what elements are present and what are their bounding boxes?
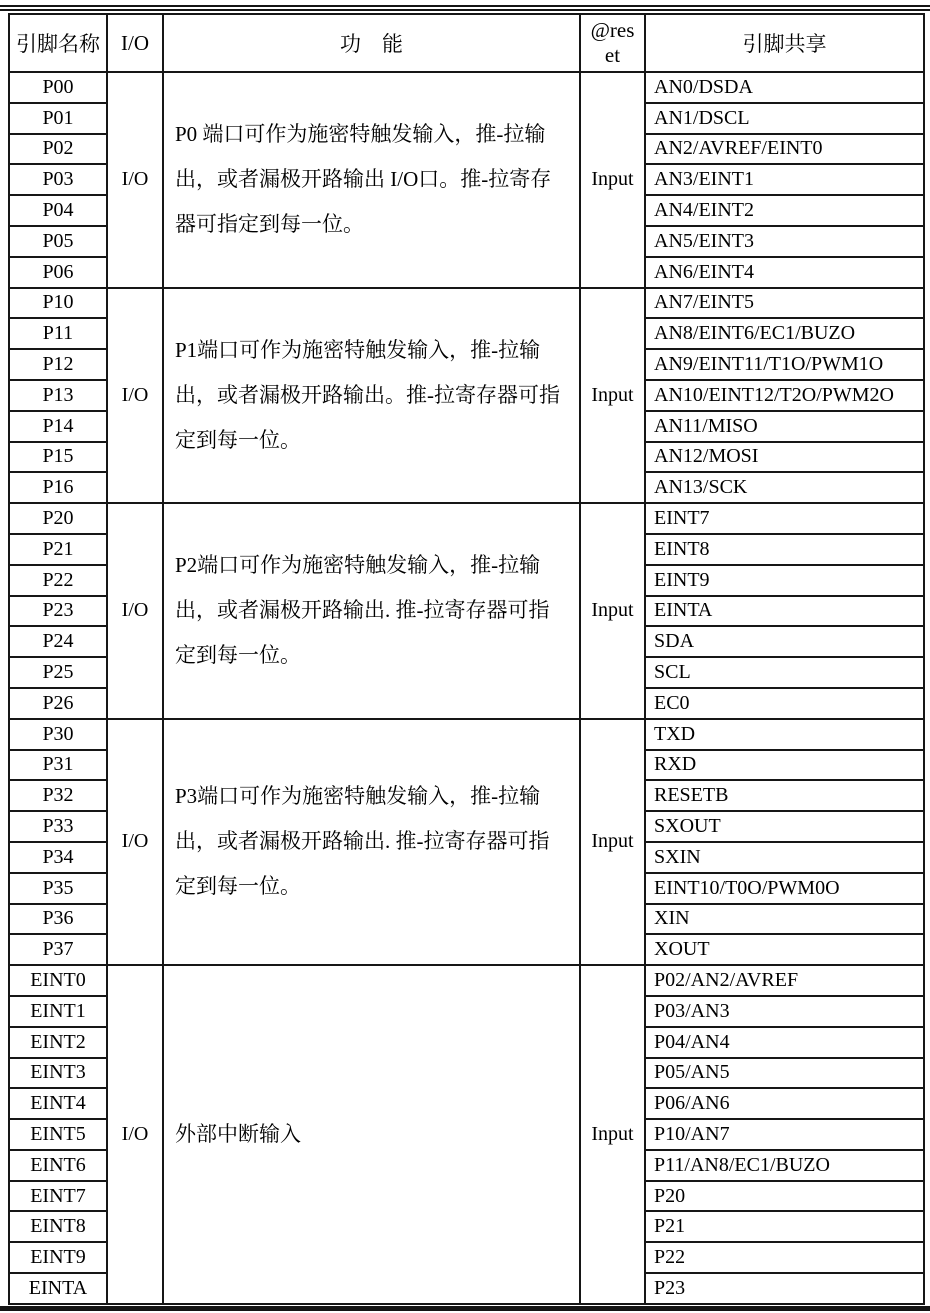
column-header-io: I/O bbox=[107, 14, 163, 72]
shared-pin-cell: P05/AN5 bbox=[645, 1058, 924, 1089]
pin-table-body bbox=[9, 72, 924, 1304]
bottom-thick-rule bbox=[0, 1306, 930, 1311]
pin-name-cell: P20 bbox=[9, 503, 107, 534]
pin-name-cell: P01 bbox=[9, 103, 107, 134]
pin-name-cell: P03 bbox=[9, 164, 107, 195]
shared-pin-cell: EINT10/T0O/PWM0O bbox=[645, 873, 924, 904]
shared-pin-cell: AN5/EINT3 bbox=[645, 226, 924, 257]
pin-name-cell: P06 bbox=[9, 257, 107, 288]
pin-name-cell: P37 bbox=[9, 934, 107, 965]
pin-name-cell: EINT9 bbox=[9, 1242, 107, 1273]
shared-pin-cell: AN3/EINT1 bbox=[645, 164, 924, 195]
pin-name-cell: EINT6 bbox=[9, 1150, 107, 1181]
pin-name-cell: P10 bbox=[9, 288, 107, 319]
pin-name-cell: P14 bbox=[9, 411, 107, 442]
pin-name-cell: EINT3 bbox=[9, 1058, 107, 1089]
pin-name-cell: EINTA bbox=[9, 1273, 107, 1304]
shared-pin-cell: P23 bbox=[645, 1273, 924, 1304]
shared-pin-cell: EINT7 bbox=[645, 503, 924, 534]
column-header-function: 功 能 bbox=[163, 14, 580, 72]
column-header-pin-name: 引脚名称 bbox=[9, 14, 107, 72]
shared-pin-cell: P06/AN6 bbox=[645, 1088, 924, 1119]
io-type-cell: I/O bbox=[107, 719, 163, 965]
shared-pin-cell: RESETB bbox=[645, 780, 924, 811]
io-type-cell: I/O bbox=[107, 288, 163, 504]
pin-name-cell: EINT4 bbox=[9, 1088, 107, 1119]
shared-pin-cell: P02/AN2/AVREF bbox=[645, 965, 924, 996]
table-row bbox=[9, 719, 924, 750]
shared-pin-cell: P21 bbox=[645, 1211, 924, 1242]
pin-name-cell: P30 bbox=[9, 719, 107, 750]
io-type-cell: I/O bbox=[107, 72, 163, 288]
column-header-reset bbox=[580, 14, 645, 72]
function-description-cell: P2端口可作为施密特触发输入，推-拉输出，或者漏极开路输出. 推-拉寄存器可指定到每一位。 bbox=[163, 503, 580, 719]
shared-pin-cell: EINT8 bbox=[645, 534, 924, 565]
pin-name-cell: P16 bbox=[9, 472, 107, 503]
shared-pin-cell: AN4/EINT2 bbox=[645, 195, 924, 226]
column-header-pin-shared: 引脚共享 bbox=[645, 14, 924, 72]
pin-name-cell: P36 bbox=[9, 904, 107, 935]
pin-name-cell: P21 bbox=[9, 534, 107, 565]
shared-pin-cell: AN1/DSCL bbox=[645, 103, 924, 134]
shared-pin-cell: AN8/EINT6/EC1/BUZO bbox=[645, 318, 924, 349]
shared-pin-cell: RXD bbox=[645, 750, 924, 781]
pin-name-cell: EINT5 bbox=[9, 1119, 107, 1150]
pin-name-cell: EINT0 bbox=[9, 965, 107, 996]
pin-name-cell: P22 bbox=[9, 565, 107, 596]
shared-pin-cell: AN7/EINT5 bbox=[645, 288, 924, 319]
shared-pin-cell: XOUT bbox=[645, 934, 924, 965]
shared-pin-cell: EC0 bbox=[645, 688, 924, 719]
pin-name-cell: P33 bbox=[9, 811, 107, 842]
shared-pin-cell: P11/AN8/EC1/BUZO bbox=[645, 1150, 924, 1181]
pin-name-cell: EINT7 bbox=[9, 1181, 107, 1212]
reset-state-cell: Input bbox=[580, 503, 645, 719]
function-description-cell: P3端口可作为施密特触发输入，推-拉输出，或者漏极开路输出. 推-拉寄存器可指定到每一位。 bbox=[163, 719, 580, 965]
pin-name-cell: P25 bbox=[9, 657, 107, 688]
table-row bbox=[9, 503, 924, 534]
column-header-reset-line2: et bbox=[604, 43, 621, 67]
pin-name-cell: P02 bbox=[9, 134, 107, 165]
reset-state-cell: Input bbox=[580, 288, 645, 504]
function-description-cell: P0 端口可作为施密特触发输入，推-拉输出，或者漏极开路输出 I/O口。推-拉寄存器可指定到每一位。 bbox=[163, 72, 580, 288]
shared-pin-cell: AN11/MISO bbox=[645, 411, 924, 442]
shared-pin-cell: AN13/SCK bbox=[645, 472, 924, 503]
shared-pin-cell: P20 bbox=[645, 1181, 924, 1212]
table-row bbox=[9, 965, 924, 996]
top-double-rule bbox=[0, 5, 930, 11]
pin-description-table bbox=[8, 13, 925, 1305]
pin-name-cell: P24 bbox=[9, 626, 107, 657]
pin-name-cell: P34 bbox=[9, 842, 107, 873]
pin-name-cell: P13 bbox=[9, 380, 107, 411]
pin-name-cell: P00 bbox=[9, 72, 107, 103]
shared-pin-cell: AN2/AVREF/EINT0 bbox=[645, 134, 924, 165]
pin-name-cell: P35 bbox=[9, 873, 107, 904]
pin-name-cell: P26 bbox=[9, 688, 107, 719]
shared-pin-cell: P03/AN3 bbox=[645, 996, 924, 1027]
shared-pin-cell: SDA bbox=[645, 626, 924, 657]
pin-name-cell: P23 bbox=[9, 596, 107, 627]
shared-pin-cell: AN9/EINT11/T1O/PWM1O bbox=[645, 349, 924, 380]
table-header bbox=[9, 14, 924, 72]
pin-name-cell: EINT2 bbox=[9, 1027, 107, 1058]
pin-name-cell: P04 bbox=[9, 195, 107, 226]
io-type-cell: I/O bbox=[107, 503, 163, 719]
pin-name-cell: P15 bbox=[9, 442, 107, 473]
pin-name-cell: P05 bbox=[9, 226, 107, 257]
reset-state-cell: Input bbox=[580, 965, 645, 1304]
table-row bbox=[9, 72, 924, 103]
shared-pin-cell: AN12/MOSI bbox=[645, 442, 924, 473]
shared-pin-cell: P04/AN4 bbox=[645, 1027, 924, 1058]
shared-pin-cell: AN6/EINT4 bbox=[645, 257, 924, 288]
reset-state-cell: Input bbox=[580, 719, 645, 965]
shared-pin-cell: AN10/EINT12/T2O/PWM2O bbox=[645, 380, 924, 411]
pin-name-cell: P11 bbox=[9, 318, 107, 349]
pin-name-cell: P12 bbox=[9, 349, 107, 380]
shared-pin-cell: TXD bbox=[645, 719, 924, 750]
shared-pin-cell: SXOUT bbox=[645, 811, 924, 842]
shared-pin-cell: XIN bbox=[645, 904, 924, 935]
pin-name-cell: EINT8 bbox=[9, 1211, 107, 1242]
pin-name-cell: EINT1 bbox=[9, 996, 107, 1027]
column-header-reset-line1: @res bbox=[590, 18, 635, 42]
shared-pin-cell: EINT9 bbox=[645, 565, 924, 596]
function-description-cell: 外部中断输入 bbox=[163, 965, 580, 1304]
shared-pin-cell: P10/AN7 bbox=[645, 1119, 924, 1150]
shared-pin-cell: P22 bbox=[645, 1242, 924, 1273]
shared-pin-cell: SXIN bbox=[645, 842, 924, 873]
shared-pin-cell: AN0/DSDA bbox=[645, 72, 924, 103]
table-row bbox=[9, 288, 924, 319]
pin-name-cell: P31 bbox=[9, 750, 107, 781]
shared-pin-cell: SCL bbox=[645, 657, 924, 688]
function-description-cell: P1端口可作为施密特触发输入，推-拉输出，或者漏极开路输出。推-拉寄存器可指定到每一位。 bbox=[163, 288, 580, 504]
reset-state-cell: Input bbox=[580, 72, 645, 288]
io-type-cell: I/O bbox=[107, 965, 163, 1304]
shared-pin-cell: EINTA bbox=[645, 596, 924, 627]
pin-name-cell: P32 bbox=[9, 780, 107, 811]
table-header-row bbox=[9, 14, 924, 72]
